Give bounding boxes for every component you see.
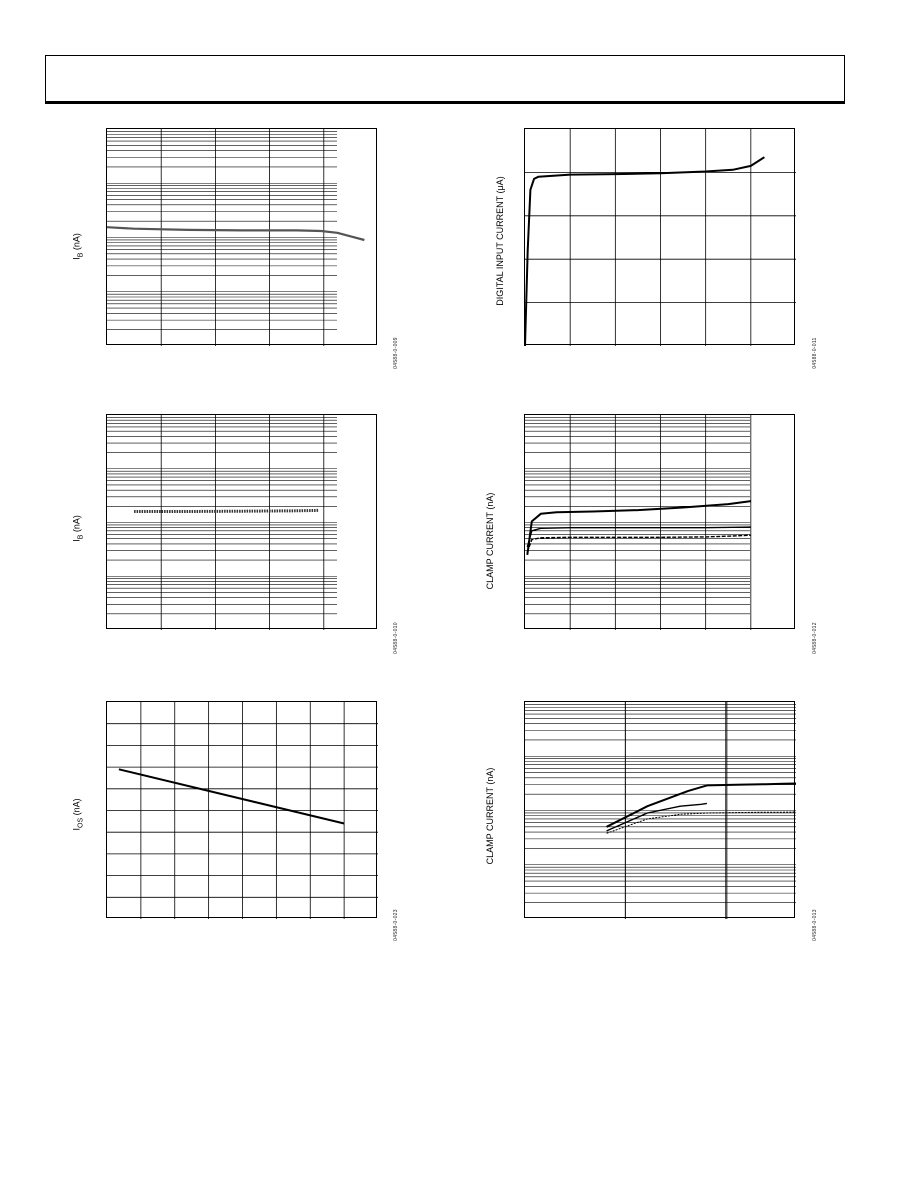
figure-id-label: 04588-0-023 — [393, 909, 399, 941]
chart-plot-area — [106, 414, 377, 629]
figure-id-label: 04588-0-009 — [393, 337, 399, 369]
grid-lines — [107, 415, 337, 630]
grid-lines — [525, 129, 796, 346]
chart-plot-area — [106, 128, 377, 345]
chart-svg — [525, 415, 796, 630]
chart-ylabel: CLAMP CURRENT (nA) — [485, 492, 495, 590]
series-line-1 — [134, 510, 318, 511]
chart-ylabel: CLAMP CURRENT (nA) — [485, 767, 495, 865]
chart-ylabel: $I_{OS}$ (nA) — [71, 798, 85, 831]
chart-ylabel: $I_B$ (nA) — [71, 515, 85, 542]
series-line-1 — [107, 227, 364, 240]
grid-lines — [107, 129, 337, 346]
chart-plot-area — [106, 701, 377, 918]
chart-svg — [107, 415, 378, 630]
chart-ylabel: DIGITAL INPUT CURRENT (μA) — [495, 176, 505, 306]
figure-id-label: 04588-0-012 — [812, 622, 818, 654]
series-line-1 — [525, 157, 764, 346]
figure-id-label: 04588-0-013 — [812, 909, 818, 941]
grid-lines — [107, 702, 378, 919]
grid-lines — [525, 415, 751, 630]
figure-id-label: 04588-0-010 — [393, 622, 399, 654]
page-header-rule — [45, 102, 845, 104]
page-header-box — [45, 55, 845, 102]
chart-plot-area — [524, 701, 795, 918]
chart-plot-area — [524, 414, 795, 629]
chart-plot-area — [524, 128, 795, 345]
chart-svg — [525, 702, 796, 919]
chart-svg — [107, 702, 378, 919]
series-line-1 — [607, 784, 796, 827]
chart-ylabel: $I_B$ (nA) — [71, 233, 85, 260]
chart-svg — [107, 129, 378, 346]
figure-id-label: 04588-0-011 — [812, 337, 818, 369]
chart-svg — [525, 129, 796, 346]
